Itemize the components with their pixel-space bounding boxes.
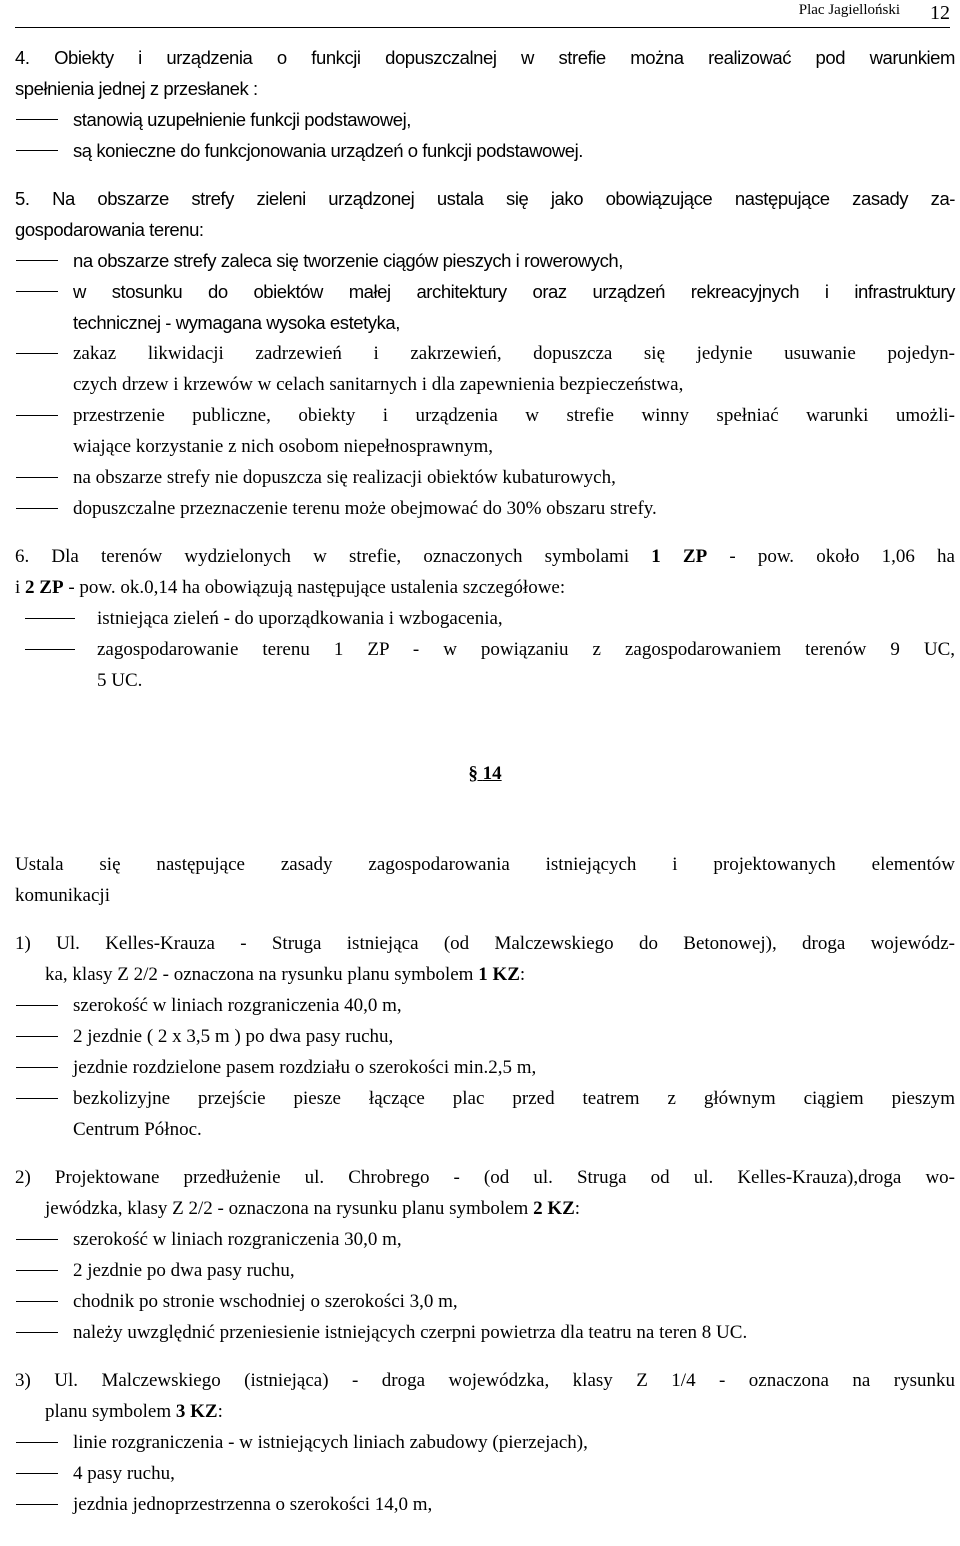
section-heading: § 14 bbox=[468, 763, 502, 784]
road-2-bullet: chodnik po stronie wschodniej o szerokości 3,0 m, bbox=[15, 1286, 955, 1317]
item-5-bullet: na obszarze strefy nie dopuszcza się realizacji obiektów kubaturowych, bbox=[15, 462, 955, 493]
road-3-line-2: planu symbolem 3 KZ: bbox=[45, 1401, 223, 1422]
item-6-line-2: i 2 ZP - pow. ok.0,14 ha obowiązują następujące ustalenia szczegółowe: bbox=[15, 577, 566, 598]
road-1-bullet: bezkolizyjne przejście piesze łączące plac przed teatrem z głównym ciągiem pieszym bbox=[15, 1083, 955, 1114]
road-1-line-1: 1) Ul. Kelles-Krauza - Struga istniejąca (od Malczewskiego do Betonowej), droga wojewódz- bbox=[15, 933, 955, 954]
item-5-bullet: dopuszczalne przeznaczenie terenu może obejmować do 30% obszaru strefy. bbox=[15, 493, 955, 524]
item-5-line-1: 5. Na obszarze strefy zieleni urządzonej ustala się jako obowiązujące następujące zasady za- bbox=[15, 188, 955, 209]
item-4-line-1: 4. Obiekty i urządzenia o funkcji dopuszczalnej w strefie można realizować pod warunkiem bbox=[15, 47, 955, 68]
document-body bbox=[15, 42, 955, 1520]
item-5-bullet-cont: czych drzew i krzewów w celach sanitarnych i dla zapewnienia bezpieczeństwa, bbox=[73, 374, 684, 395]
item-4-bullet: są konieczne do funkcjonowania urządzeń o funkcji podstawowej. bbox=[15, 135, 955, 166]
road-1-bullet-cont: Centrum Północ. bbox=[73, 1119, 202, 1140]
road-3-bullet: jezdnia jednoprzestrzenna o szerokości 14,0 m, bbox=[15, 1489, 955, 1520]
header-rule bbox=[15, 27, 950, 28]
road-1-line-2: ka, klasy Z 2/2 - oznaczona na rysunku planu symbolem 1 KZ: bbox=[45, 964, 526, 985]
item-6-line-1: 6. Dla terenów wydzielonych w strefie, oznaczonych symbolami 1 ZP - pow. około 1,06 ha bbox=[15, 546, 955, 567]
road-2-line-1: 2) Projektowane przedłużenie ul. Chrobrego - (od ul. Struga od ul. Kelles-Krauza),droga wo- bbox=[15, 1167, 955, 1188]
road-2-bullet: szerokość w liniach rozgraniczenia 30,0 m, bbox=[15, 1224, 955, 1255]
road-1-bullet: szerokość w liniach rozgraniczenia 40,0 m, bbox=[15, 990, 955, 1021]
road-2-line-2: jewódzka, klasy Z 2/2 - oznaczona na rysunku planu symbolem 2 KZ: bbox=[45, 1198, 581, 1219]
item-6-bullet-cont: 5 UC. bbox=[97, 670, 143, 691]
item-5-bullet: w stosunku do obiektów małej architektury oraz urządzeń rekreacyjnych i infrastruktury bbox=[15, 276, 955, 307]
item-4-bullet: stanowią uzupełnienie funkcji podstawowej, bbox=[15, 104, 955, 135]
road-2-bullet: należy uwzględnić przeniesienie istniejących czerpni powietrza dla teatru na teren 8 UC. bbox=[15, 1317, 955, 1348]
road-1-bullet: 2 jezdnie ( 2 x 3,5 m ) po dwa pasy ruchu, bbox=[15, 1021, 955, 1052]
intro-line-1: Ustala się następujące zasady zagospodarowania istniejących i projektowanych elementów bbox=[15, 854, 955, 875]
page-number: 12 bbox=[930, 2, 950, 24]
item-4-line-2: spełnienia jednej z przesłanek : bbox=[15, 78, 258, 99]
road-3-line-1: 3) Ul. Malczewskiego (istniejąca) - droga wojewódzka, klasy Z 1/4 - oznaczona na rysunku bbox=[15, 1370, 955, 1391]
page-header bbox=[0, 0, 960, 30]
road-3-bullet: linie rozgraniczenia - w istniejących liniach zabudowy (pierzejach), bbox=[15, 1427, 955, 1458]
item-6-bullet: istniejąca zieleń - do uporządkowania i wzbogacenia, bbox=[15, 603, 955, 634]
road-2-bullet: 2 jezdnie po dwa pasy ruchu, bbox=[15, 1255, 955, 1286]
item-5-bullet-cont: technicznej - wymagana wysoka estetyka, bbox=[73, 312, 400, 333]
road-3-bullet: 4 pasy ruchu, bbox=[15, 1458, 955, 1489]
item-5-line-2: gospodarowania terenu: bbox=[15, 219, 204, 240]
road-1-bullet: jezdnie rozdzielone pasem rozdziału o szerokości min.2,5 m, bbox=[15, 1052, 955, 1083]
item-5-bullet: zakaz likwidacji zadrzewień i zakrzewień, dopuszcza się jedynie usuwanie pojedyn- bbox=[15, 338, 955, 369]
item-5-bullet-cont: wiające korzystanie z nich osobom niepełnosprawnym, bbox=[73, 436, 493, 457]
item-5-bullet: przestrzenie publiczne, obiekty i urządzenia w strefie winny spełniać warunki umożli- bbox=[15, 400, 955, 431]
header-title: Plac Jagielloński bbox=[798, 2, 900, 18]
intro-line-2: komunikacji bbox=[15, 885, 110, 906]
item-6-bullet: zagospodarowanie terenu 1 ZP - w powiązaniu z zagospodarowaniem terenów 9 UC, bbox=[15, 634, 955, 665]
item-5-bullet: na obszarze strefy zaleca się tworzenie ciągów pieszych i rowerowych, bbox=[15, 245, 955, 276]
